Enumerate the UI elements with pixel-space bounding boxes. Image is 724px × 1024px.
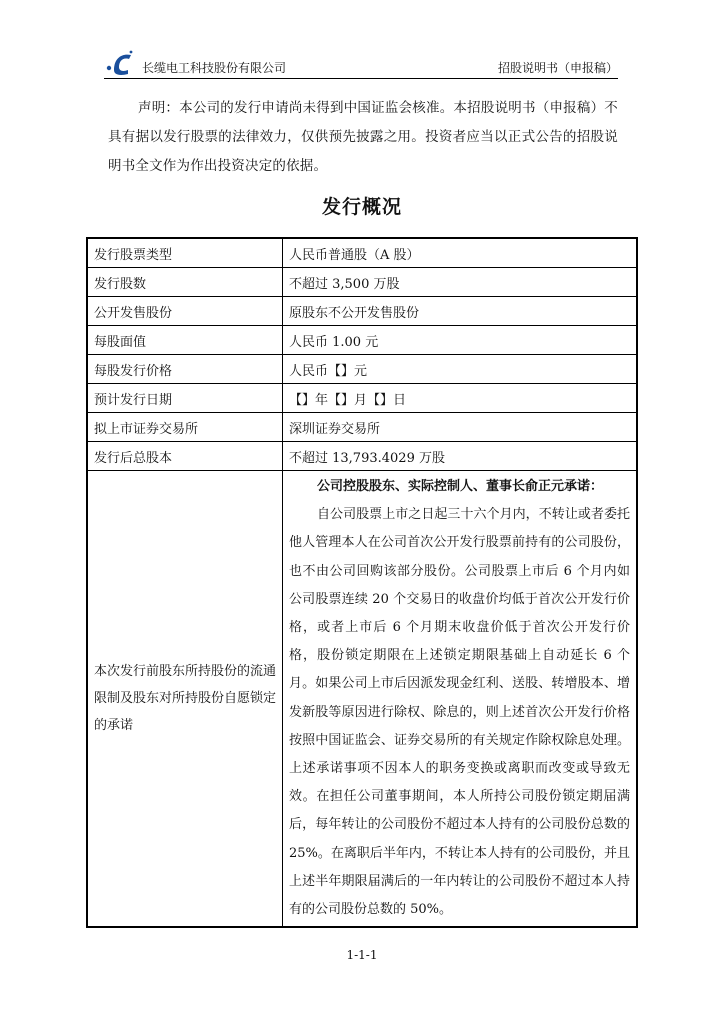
row-label: 发行股数 — [87, 268, 283, 297]
offering-overview-table — [86, 237, 638, 928]
row-label: 公开发售股份 — [87, 297, 283, 326]
row-label: 每股发行价格 — [87, 355, 283, 384]
row-value: 深圳证券交易所 — [283, 413, 638, 442]
row-label: 发行后总股本 — [87, 442, 283, 471]
table-row — [87, 413, 637, 442]
commitment-body: 自公司股票上市之日起三十六个月内，不转让或者委托他人管理本人在公司首次公开发行股票前持有的公司股份，也不由公司回购该部分股份。公司股票上市后 6 个月内如公司股票连续 20 个交易日的收盘价均低于首次公开发行价格，或者上市后 6 个月期末收盘价低于首次公开发行价格，股份锁定期限在上述锁定期限基础上自动延长 6 个月。如果公司上市后因派发现金红利、送股、转增股本、增发新股等原因进行除权、除息的，则上述首次公开发行价格按照中国证监会、证券交易所的有关规定作除权除息处理。上述承诺事项不因本人的职务变换或离职而改变或导致无效。在担任公司董事期间，本人所持公司股份锁定期届满后，每年转让的公司股份不超过本人持有的公司股份总数的 25%。在离职后半年内，不转让本人持有的公司股份，并且上述半年期限届满后的一年内转让的公司股份不超过本人持有的公司股份总数的 50%。 — [289, 507, 630, 918]
company-logo-icon — [104, 48, 138, 76]
row-label: 拟上市证券交易所 — [87, 413, 283, 442]
row-label: 发行股票类型 — [87, 238, 283, 268]
section-title: 发行概况 — [321, 196, 402, 218]
declaration-text: 声明：本公司的发行申请尚未得到中国证监会核准。本招股说明书（申报稿）不具有据以发行股票的法律效力，仅供预先披露之用。投资者应当以正式公告的招股说明书全文作为作出投资决定的依据。 — [108, 100, 618, 174]
row-value: 不超过 3,500 万股 — [283, 268, 638, 297]
table-row — [87, 326, 637, 355]
row-value: 原股东不公开发售股份 — [283, 297, 638, 326]
lockup-row — [87, 471, 637, 928]
row-value: 【】年【】月【】日 — [283, 384, 638, 413]
table-row — [87, 355, 637, 384]
table-row — [87, 442, 637, 471]
page-header — [104, 44, 618, 79]
commitment-heading: 公司控股股东、实际控制人、董事长俞正元承诺： — [317, 479, 604, 494]
table-row — [87, 297, 637, 326]
page-number: 1-1-1 — [346, 948, 378, 962]
table-row — [87, 268, 637, 297]
lockup-commitment — [283, 471, 638, 928]
table-row — [87, 384, 637, 413]
declaration — [108, 94, 618, 181]
lockup-label: 本次发行前股东所持股份的流通限制及股东对所持股份自愿锁定的承诺 — [87, 471, 283, 928]
table-row — [87, 238, 637, 268]
row-label: 预计发行日期 — [87, 384, 283, 413]
row-value: 人民币 1.00 元 — [283, 326, 638, 355]
row-label: 每股面值 — [87, 326, 283, 355]
row-value: 不超过 13,793.4029 万股 — [283, 442, 638, 471]
company-name: 长缆电工科技股份有限公司 — [142, 61, 287, 75]
document-title: 招股说明书（申报稿） — [497, 61, 618, 75]
row-value: 人民币【】元 — [283, 355, 638, 384]
row-value: 人民币普通股（A 股） — [283, 238, 638, 268]
